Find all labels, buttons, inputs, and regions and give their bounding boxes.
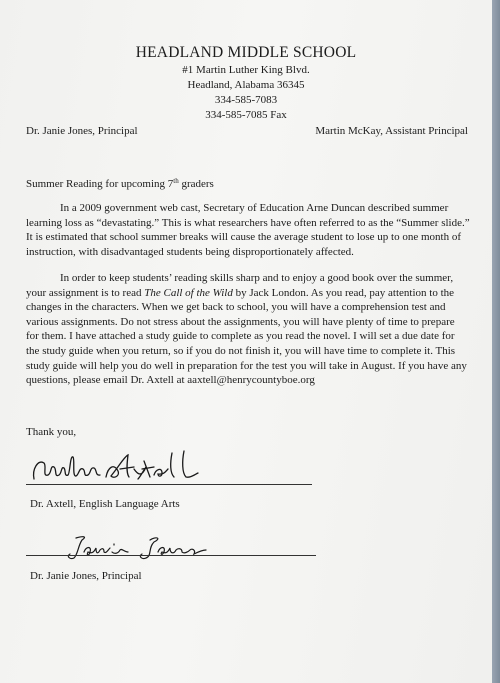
letterhead [0, 44, 492, 123]
address-line-2: Headland, Alabama 36345 [187, 79, 305, 91]
principal-name: Dr. Janie Jones, Principal [26, 125, 138, 137]
axtell-name: Dr. Axtell, English Language Arts [30, 498, 180, 510]
page-edge-shadow [492, 0, 500, 683]
paragraph-1: In a 2009 government web cast, Secretary of Education Arne Duncan described summer learning loss as “devastating.” This is what researchers have often referred to as the “Summer slide.” It is estimated that school summer breaks will cause the average student to lose up to one month of instruction, with disadvantaged students being disproportionately affected. [26, 202, 470, 258]
paragraph-2-after-title: by Jack London. As you read, pay attention to the changes in the characters. When we get back to school, you will have a comprehension test and various assignments. Do not stress about the assignments, you will have plenty of time to prepare for them. I have attached a study guide to complete as you read the novel. I will set a due date for the study guide when you return, so if you do not finish it, you will have time to complete it. This study guide will help you do well in preparation for the test you will take in August. If you have any questions, please email Dr. Axtell at aaxtell@henrycountyboe.org [26, 286, 467, 387]
axtell-signature-image [28, 445, 218, 487]
letter-subject [26, 178, 214, 190]
subject-suffix: graders [178, 178, 214, 190]
signature-line-1 [26, 484, 312, 485]
signature-line-2 [26, 555, 316, 556]
subject-superscript: th [173, 177, 179, 185]
paragraph-1-block [26, 201, 470, 259]
subject-prefix: Summer Reading for upcoming 7 [26, 178, 174, 190]
school-name: HEADLAND MIDDLE SCHOOL [135, 44, 357, 61]
fax-number: 334-585-7085 Fax [205, 109, 287, 121]
paragraph-2-block [26, 271, 470, 388]
assistant-principal-name: Martin McKay, Assistant Principal [315, 125, 468, 137]
phone-number: 334-585-7083 [214, 94, 278, 106]
address-line-1: #1 Martin Luther King Blvd. [182, 64, 310, 76]
officials-row [26, 125, 468, 137]
jones-name: Dr. Janie Jones, Principal [30, 570, 142, 582]
book-title: The Call of the Wild [144, 286, 233, 299]
paragraph-2-before-title: In order to keep students’ reading skills sharp and to enjoy a good book over the summer, your assignment is to read [26, 272, 454, 299]
jones-signature-image [62, 532, 222, 564]
closing: Thank you, [26, 426, 77, 438]
paragraph-2 [26, 271, 470, 388]
